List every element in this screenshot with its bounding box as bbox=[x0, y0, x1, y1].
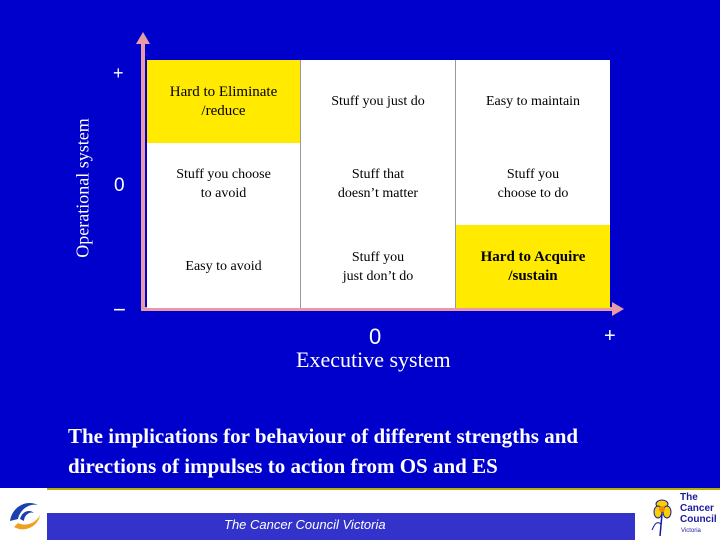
slide-caption: The implications for behaviour of different strengths and directions of impulses to action from OS and ES bbox=[68, 424, 579, 478]
y-axis-title: Operational system bbox=[72, 118, 93, 258]
matrix-cell-r3-c3: Hard to Acquire /sustain bbox=[456, 225, 610, 308]
y-tick-minus: − bbox=[113, 297, 126, 322]
logo-wordmark: The Cancer Council bbox=[680, 492, 717, 525]
x-axis-title: Executive system bbox=[296, 347, 451, 372]
matrix-cell-r3-c2: Stuff you just don’t do bbox=[301, 225, 456, 308]
matrix-cell-r2-c2: Stuff that doesn’t matter bbox=[301, 143, 456, 225]
x-tick-plus: + bbox=[604, 325, 616, 347]
y-axis-line bbox=[141, 40, 145, 310]
y-tick-plus: + bbox=[113, 63, 124, 83]
matrix-cell-r1-c1: Hard to Eliminate /reduce bbox=[147, 60, 301, 143]
matrix-cell-r1-c2: Stuff you just do bbox=[301, 60, 456, 143]
x-axis-arrow-icon bbox=[612, 302, 624, 316]
logo-subtext: Victoria bbox=[681, 528, 701, 534]
behaviour-matrix bbox=[147, 60, 610, 308]
matrix-cell-r3-c1: Easy to avoid bbox=[147, 225, 301, 308]
y-axis-arrow-icon bbox=[136, 32, 150, 44]
matrix-cell-r2-c3: Stuff you choose to do bbox=[497, 167, 569, 201]
matrix-cell-r1-c3: Easy to maintain bbox=[485, 94, 581, 109]
y-tick-zero: 0 bbox=[114, 175, 125, 196]
footer-org-name: The Cancer Council Victoria bbox=[224, 517, 386, 532]
org-swirl-logo-icon bbox=[0, 489, 47, 540]
matrix-cell-r2-c1: Stuff you choose to avoid bbox=[147, 143, 301, 225]
x-tick-zero: 0 bbox=[369, 324, 382, 349]
footer-divider bbox=[47, 488, 720, 490]
